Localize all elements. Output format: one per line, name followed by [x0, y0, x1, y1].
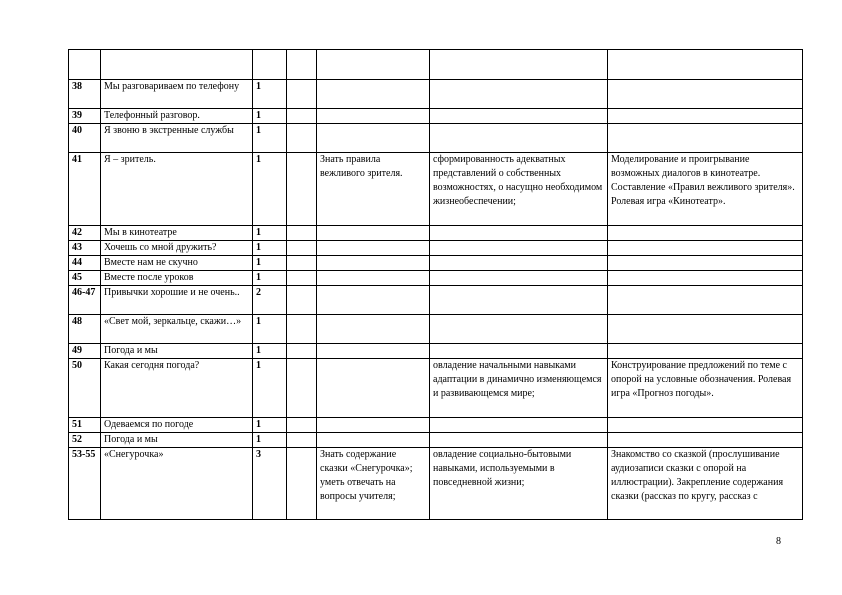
cell-extra [287, 448, 317, 520]
cell-subject-results [317, 226, 430, 241]
cell-number: 44 [69, 256, 101, 271]
cell-personal-results [430, 226, 608, 241]
cell-subject-results [317, 315, 430, 344]
table-row [69, 241, 803, 256]
cell-number: 39 [69, 109, 101, 124]
cell-personal-results [430, 433, 608, 448]
header-cell-extra [287, 50, 317, 80]
cell-hours: 1 [253, 359, 287, 418]
cell-personal-results: овладение социально-бытовыми навыками, используемыми в повседневной жизни; [430, 448, 608, 520]
lesson-plan-table [68, 49, 803, 520]
cell-subject-results [317, 241, 430, 256]
cell-activities: Знакомство со сказкой (прослушивание аудиозаписи сказки с опорой на иллюстрации). Закрепление содержания сказки (рассказ по кругу, рассказ с [608, 448, 803, 520]
header-cell-hours [253, 50, 287, 80]
cell-hours: 1 [253, 80, 287, 109]
header-cell-activities [608, 50, 803, 80]
cell-activities [608, 109, 803, 124]
table-row [69, 448, 803, 520]
cell-hours: 1 [253, 153, 287, 226]
cell-topic: Хочешь со мной дружить? [101, 241, 253, 256]
cell-extra [287, 226, 317, 241]
cell-hours: 1 [253, 344, 287, 359]
cell-hours: 1 [253, 418, 287, 433]
table-body [69, 50, 803, 520]
cell-topic: Я звоню в экстренные службы [101, 124, 253, 153]
header-cell-topic [101, 50, 253, 80]
cell-personal-results [430, 315, 608, 344]
cell-activities [608, 433, 803, 448]
cell-number: 53-55 [69, 448, 101, 520]
cell-number: 51 [69, 418, 101, 433]
cell-topic: «Снегурочка» [101, 448, 253, 520]
header-row [69, 50, 803, 80]
cell-extra [287, 256, 317, 271]
cell-number: 49 [69, 344, 101, 359]
cell-topic: Одеваемся по погоде [101, 418, 253, 433]
cell-hours: 1 [253, 256, 287, 271]
page-number: 8 [776, 536, 781, 547]
cell-number: 40 [69, 124, 101, 153]
cell-number: 38 [69, 80, 101, 109]
cell-topic: Я – зритель. [101, 153, 253, 226]
cell-extra [287, 241, 317, 256]
cell-personal-results [430, 80, 608, 109]
cell-personal-results: овладение начальными навыками адаптации в динамично изменяющемся и развивающемся мире; [430, 359, 608, 418]
cell-hours: 2 [253, 286, 287, 315]
cell-activities [608, 286, 803, 315]
cell-subject-results: Знать содержание сказки «Снегурочка»; уметь отвечать на вопросы учителя; [317, 448, 430, 520]
cell-personal-results [430, 418, 608, 433]
cell-extra [287, 315, 317, 344]
table-row [69, 344, 803, 359]
cell-subject-results [317, 418, 430, 433]
cell-extra [287, 153, 317, 226]
header-cell-subject-results [317, 50, 430, 80]
cell-number: 42 [69, 226, 101, 241]
table-row [69, 109, 803, 124]
cell-hours: 1 [253, 241, 287, 256]
table-row [69, 418, 803, 433]
cell-personal-results: сформированность адекватных представлений о собственных возможностях, о насущно необходимом жизнеобеспечении; [430, 153, 608, 226]
cell-activities [608, 418, 803, 433]
cell-activities [608, 271, 803, 286]
cell-activities [608, 124, 803, 153]
cell-activities [608, 344, 803, 359]
cell-subject-results [317, 256, 430, 271]
table-row [69, 286, 803, 315]
cell-activities: Моделирование и проигрывание возможных диалогов в кинотеатре. Составление «Правил вежливого зрителя». Ролевая игра «Кинотеатр». [608, 153, 803, 226]
cell-activities: Конструирование предложений по теме с опорой на условные обозначения. Ролевая игра «Прогноз погоды». [608, 359, 803, 418]
cell-hours: 3 [253, 448, 287, 520]
cell-subject-results: Знать правила вежливого зрителя. [317, 153, 430, 226]
cell-number: 52 [69, 433, 101, 448]
cell-activities [608, 315, 803, 344]
cell-number: 50 [69, 359, 101, 418]
table-row [69, 226, 803, 241]
cell-personal-results [430, 124, 608, 153]
header-cell-number [69, 50, 101, 80]
cell-activities [608, 256, 803, 271]
table-row [69, 433, 803, 448]
cell-number: 45 [69, 271, 101, 286]
cell-subject-results [317, 124, 430, 153]
cell-personal-results [430, 109, 608, 124]
table-row [69, 153, 803, 226]
cell-topic: Вместе после уроков [101, 271, 253, 286]
cell-topic: Мы в кинотеатре [101, 226, 253, 241]
cell-subject-results [317, 80, 430, 109]
cell-topic: Телефонный разговор. [101, 109, 253, 124]
cell-extra [287, 109, 317, 124]
cell-hours: 1 [253, 433, 287, 448]
cell-topic: Погода и мы [101, 344, 253, 359]
cell-hours: 1 [253, 124, 287, 153]
cell-hours: 1 [253, 226, 287, 241]
table-row [69, 315, 803, 344]
cell-activities [608, 241, 803, 256]
cell-number: 41 [69, 153, 101, 226]
cell-extra [287, 344, 317, 359]
table-row [69, 359, 803, 418]
cell-number: 43 [69, 241, 101, 256]
cell-hours: 1 [253, 271, 287, 286]
cell-personal-results [430, 271, 608, 286]
cell-topic: Какая сегодня погода? [101, 359, 253, 418]
cell-extra [287, 286, 317, 315]
table-row [69, 80, 803, 109]
cell-extra [287, 271, 317, 286]
cell-number: 46-47 [69, 286, 101, 315]
cell-subject-results [317, 286, 430, 315]
cell-extra [287, 359, 317, 418]
cell-subject-results [317, 109, 430, 124]
cell-personal-results [430, 256, 608, 271]
cell-personal-results [430, 241, 608, 256]
table-row [69, 271, 803, 286]
cell-number: 48 [69, 315, 101, 344]
cell-personal-results [430, 286, 608, 315]
cell-topic: Вместе нам не скучно [101, 256, 253, 271]
cell-subject-results [317, 433, 430, 448]
cell-subject-results [317, 359, 430, 418]
cell-extra [287, 124, 317, 153]
cell-topic: Мы разговариваем по телефону [101, 80, 253, 109]
cell-topic: Привычки хорошие и не очень.. [101, 286, 253, 315]
cell-hours: 1 [253, 109, 287, 124]
cell-subject-results [317, 271, 430, 286]
cell-personal-results [430, 344, 608, 359]
cell-extra [287, 418, 317, 433]
cell-activities [608, 226, 803, 241]
cell-subject-results [317, 344, 430, 359]
cell-extra [287, 80, 317, 109]
table-row [69, 256, 803, 271]
cell-activities [608, 80, 803, 109]
cell-hours: 1 [253, 315, 287, 344]
header-cell-personal-results [430, 50, 608, 80]
cell-extra [287, 433, 317, 448]
cell-topic: «Свет мой, зеркальце, скажи…» [101, 315, 253, 344]
table-row [69, 124, 803, 153]
cell-topic: Погода и мы [101, 433, 253, 448]
